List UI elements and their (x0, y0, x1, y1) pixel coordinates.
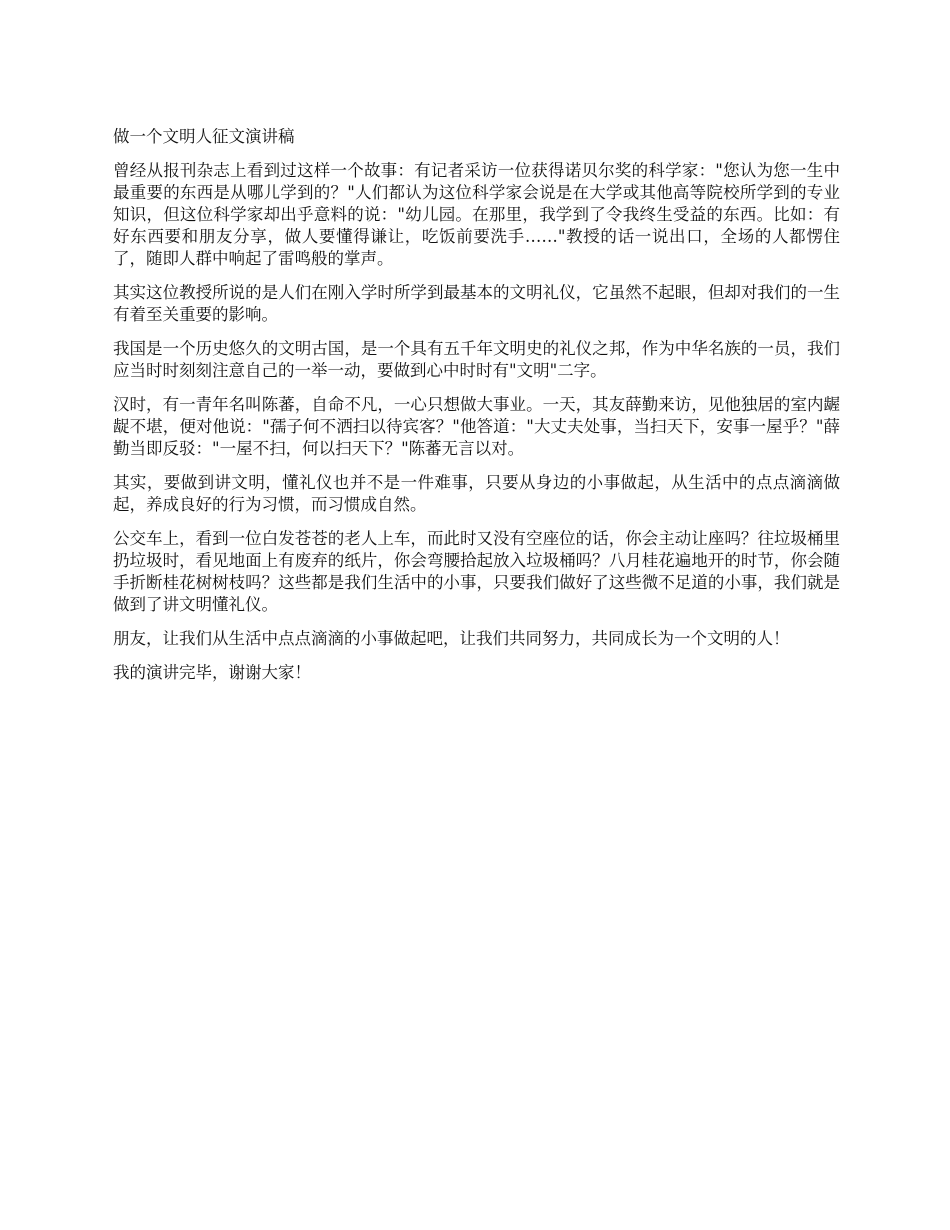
document-title: 做一个文明人征文演讲稿 (113, 127, 295, 146)
paragraph-4: 汉时，有一青年名叫陈蕃，自命不凡，一心只想做大事业。一天，其友薛勤来访，见他独居的室内龌龊不堪，便对他说："孺子何不洒扫以待宾客？"他答道："大丈夫处事，当扫天下，安事一屋乎？"薛勤当即反驳："一屋不扫，何以扫天下？"陈蕃无言以对。 (113, 395, 840, 458)
document-body (113, 126, 840, 696)
paragraph-3: 我国是一个历史悠久的文明古国，是一个具有五千年文明史的礼仪之邦，作为中华名族的一员，我们应当时时刻刻注意自己的一举一动，要做到心中时时有"文明"二字。 (113, 339, 840, 380)
paragraph-6: 公交车上，看到一位白发苍苍的老人上车，而此时又没有空座位的话，你会主动让座吗？往垃圾桶里扔垃圾时，看见地面上有废弃的纸片，你会弯腰拾起放入垃圾桶吗？八月桂花遍地开的时节，你会随手折断桂花树树枝吗？这些都是我们生活中的小事，只要我们做好了这些微不足道的小事，我们就是做到了讲文明懂礼仪。 (113, 529, 840, 614)
paragraph-5: 其实，要做到讲文明，懂礼仪也并不是一件难事，只要从身边的小事做起，从生活中的点点滴滴做起，养成良好的行为习惯，而习惯成自然。 (113, 473, 840, 514)
paragraph-2: 其实这位教授所说的是人们在刚入学时所学到最基本的文明礼仪，它虽然不起眼，但却对我们的一生有着至关重要的影响。 (113, 283, 840, 324)
paragraph-1: 曾经从报刊杂志上看到过这样一个故事：有记者采访一位获得诺贝尔奖的科学家："您认为您一生中最重要的东西是从哪儿学到的？"人们都认为这位科学家会说是在大学或其他高等院校所学到的专业知识，但这位科学家却出乎意料的说："幼儿园。在那里，我学到了令我终生受益的东西。比如：有好东西要和朋友分享，做人要懂得谦让，吃饭前要洗手……"教授的话一说出口，全场的人都愣住了，随即人群中响起了雷鸣般的掌声。 (113, 161, 840, 268)
paragraph-7: 朋友，让我们从生活中点点滴滴的小事做起吧，让我们共同努力，共同成长为一个文明的人！ (113, 629, 790, 648)
paragraph-8: 我的演讲完毕，谢谢大家！ (113, 663, 311, 682)
